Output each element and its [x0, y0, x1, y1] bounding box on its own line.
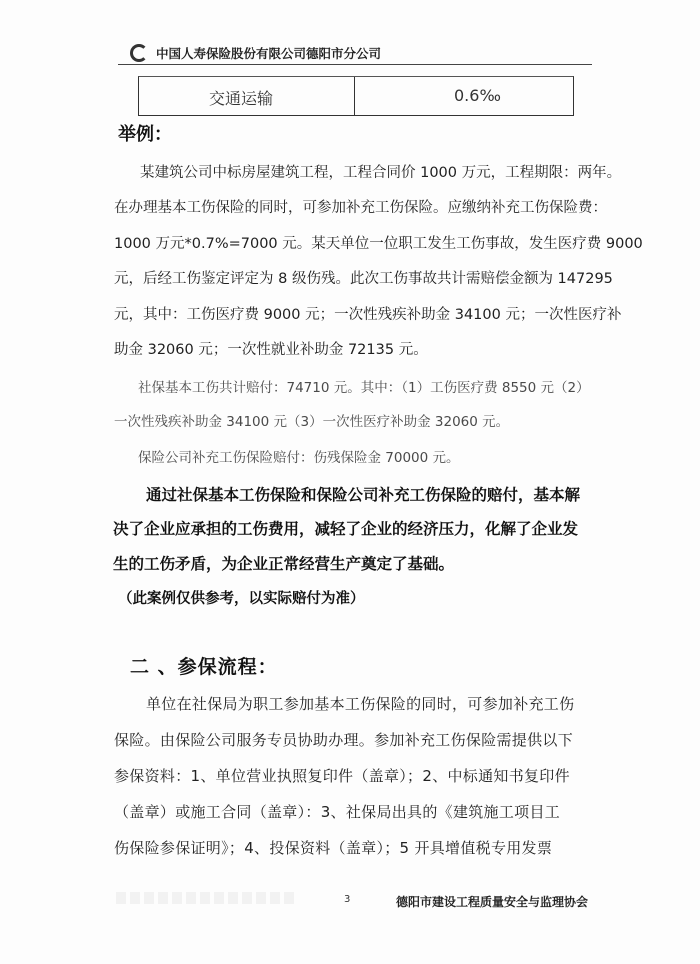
table-cell-industry: 交通运输 — [209, 89, 274, 108]
company-logo-icon — [130, 44, 148, 62]
page-number: 3 — [344, 894, 351, 905]
footer-organization: 德阳市建设工程质量安全与监理协会 — [396, 895, 589, 909]
process-line: 伤保险参保证明》；4、投保资料（盖章）；5 开具增值税专用发票 — [114, 839, 553, 857]
process-line: 参保资料：1、单位营业执照复印件（盖章）；2、中标通知书复印件 — [114, 767, 570, 785]
conclusion-line: 生的工伤矛盾，为企业正常经营生产奠定了基础。 — [113, 555, 455, 573]
insurer-payout-line: 保险公司补充工伤保险赔付：伤残保险金 70000 元。 — [138, 450, 460, 466]
example-paragraph-line: 元，其中：工伤医疗费 9000 元；一次性残疾补助金 34100 元；一次性医疗补 — [114, 307, 622, 323]
bleed-through-text — [116, 892, 296, 904]
rate-table-row — [138, 76, 574, 116]
social-payout-line: 社保基本工伤共计赔付：74710 元。其中：（1）工伤医疗费 8550 元（2） — [138, 380, 590, 396]
header-divider — [118, 64, 592, 65]
example-paragraph-line: 在办理基本工伤保险的同时，可参加补充工伤保险。应缴纳补充工伤保险费： — [114, 200, 607, 216]
example-paragraph-line: 某建筑公司中标房屋建筑工程，工程合同价 1000 万元，工程期限：两年。 — [140, 165, 622, 181]
example-heading: 举例： — [118, 124, 172, 145]
process-line: 单位在社保局为职工参加基本工伤保险的同时，可参加补充工伤 — [146, 695, 575, 713]
table-column-divider — [354, 77, 355, 115]
disclaimer-note: （此案例仅供参考，以实际赔付为准） — [118, 591, 365, 607]
process-line: 保险。由保险公司服务专员协助办理。参加补充工伤保险需提供以下 — [114, 731, 574, 749]
table-cell-rate: 0.6‰ — [454, 86, 501, 105]
process-heading: 二 、参保流程： — [130, 656, 278, 678]
process-line: （盖章）或施工合同（盖章）：3、社保局出具的《建筑施工项目工 — [114, 803, 561, 821]
example-paragraph-line: 助金 32060 元；一次性就业补助金 72135 元。 — [114, 342, 428, 358]
social-payout-line: 一次性残疾补助金 34100 元（3）一次性医疗补助金 32060 元。 — [114, 414, 510, 430]
conclusion-line: 决了企业应承担的工伤费用，减轻了企业的经济压力，化解了企业发 — [113, 520, 579, 538]
example-paragraph-line: 元，后经工伤鉴定评定为 8 级伤残。此次工伤事故共计需赔偿金额为 147295 — [114, 271, 613, 287]
header-company-name: 中国人寿保险股份有限公司德阳市分公司 — [156, 46, 382, 61]
conclusion-line: 通过社保基本工伤保险和保险公司补充工伤保险的赔付，基本解 — [146, 486, 581, 504]
example-paragraph-line: 1000 万元*0.7%=7000 元。某天单位一位职工发生工伤事故，发生医疗费 9000 — [114, 236, 643, 252]
